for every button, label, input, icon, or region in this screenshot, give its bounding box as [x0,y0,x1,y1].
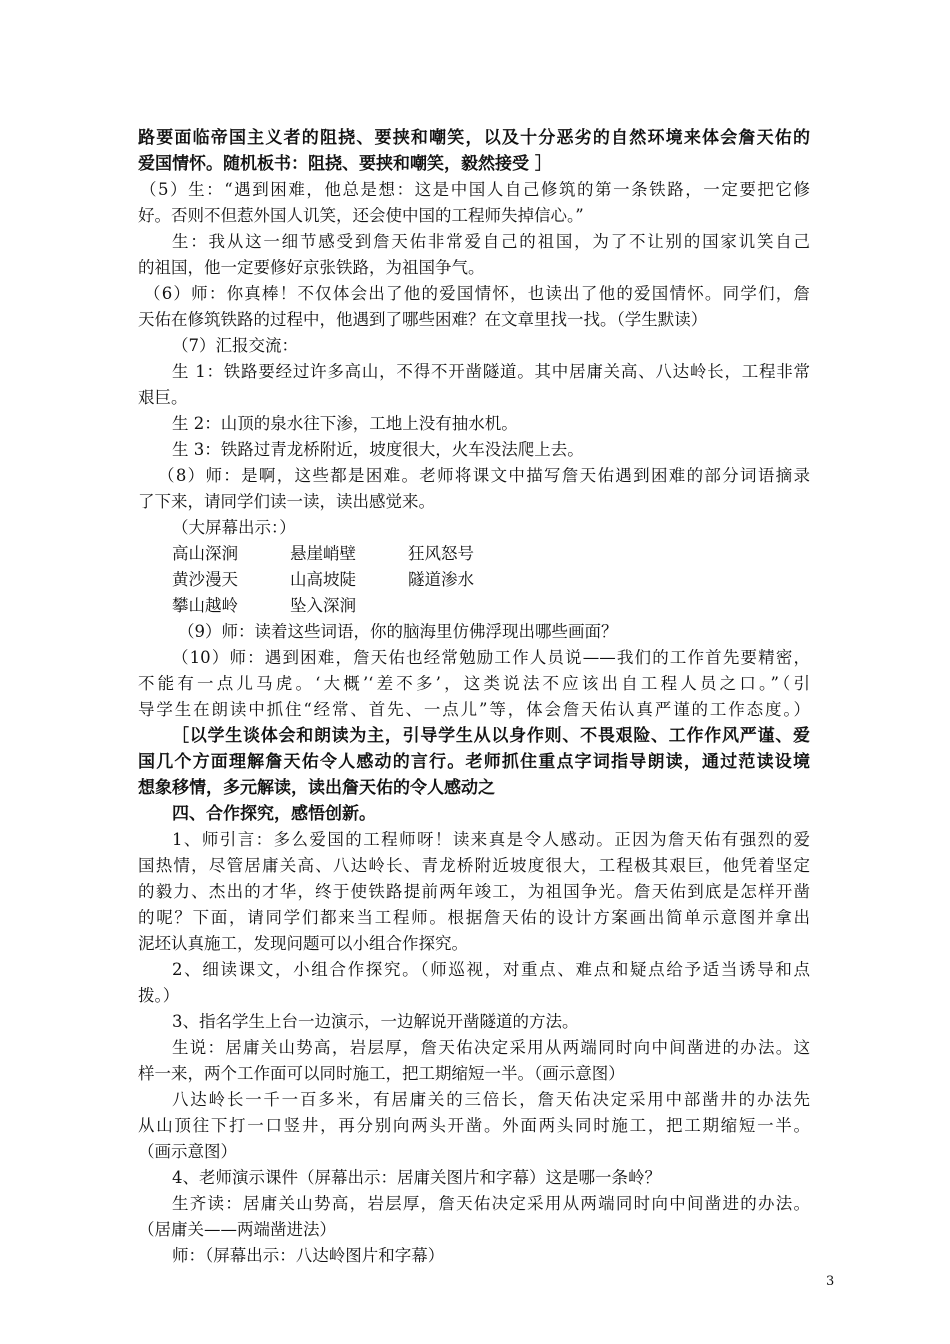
paragraph-line: 的祖国，他一定要修好京张铁路，为祖国争气。 [138,258,485,277]
paragraph-line: （8）师：是啊，这些都是困难。老师将课文中描写詹天佑遇到困难的部分词语摘录 [158,466,810,485]
paragraph-line: 师：（屏幕出示：八达岭图片和字幕） [172,1246,445,1265]
paragraph-line: 好。否则不但惹外国人讥笑，还会使中国的工程师失掉信心。” [138,206,584,225]
page-number: 3 [826,1274,835,1289]
paragraph-line: 生 3：铁路过青龙桥附近，坡度很大，火车没法爬上去。 [172,440,584,459]
paragraph-line: 生说：居庸关山势高，岩层厚，詹天佑决定采用从两端同时向中间凿进的办法。这 [172,1038,810,1057]
word-list-row [172,567,844,593]
paragraph-line: （5）生：“遇到困难，他总是想：这是中国人自己修筑的第一条铁路，一定要把它修 [140,180,810,199]
word-list-row [172,593,844,619]
paragraph-line: 艰巨。 [138,388,188,407]
paragraph-line: 八达岭长一千一百多米，有居庸关的三倍长，詹天佑决定采用中部凿井的办法先 [172,1090,810,1109]
paragraph-line: 的呢？下面，请同学们都来当工程师。根据詹天佑的设计方案画出简单示意图并拿出 [138,908,810,927]
word-item: 狂风怒号 [408,544,474,563]
paragraph-line: 不能有一点儿马虎。‘大概’‘差不多’，这类说法不应该出自工程人员之口。”（引 [138,674,810,693]
paragraph-line: （10）师：遇到困难，詹天佑也经常勉励工作人员说——我们的工作首先要精密， [172,648,810,667]
word-item: 山高坡陡 [290,570,356,589]
paragraph-line: 天佑在修筑铁路的过程中，他遇到了哪些困难？在文章里找一找。（学生默读） [138,310,708,329]
paragraph-line: 国几个方面理解詹天佑令人感动的言行。老师抓住重点字词指导朗读，通过范读设境 [138,752,810,772]
paragraph-line: 样一来，两个工作面可以同时施工，把工期缩短一半。（画示意图） [138,1064,625,1083]
paragraph-line: 导学生在朗读中抓住“经常、首先、一点儿”等，体会詹天佑认真严谨的工作态度。） [138,700,810,719]
paragraph-line: 拨。） [138,986,180,1005]
word-item: 黄沙漫天 [172,570,238,589]
word-item: 高山深涧 [172,544,238,563]
paragraph-line: 路要面临帝国主义者的阻挠、要挟和嘲笑，以及十分恶劣的自然环境来体会詹天佑的 [138,128,810,148]
section-heading: 四、合作探究，感悟创新。 [172,804,376,824]
paragraph-line: 生 2：山顶的泉水往下渗，工地上没有抽水机。 [172,414,518,433]
paragraph-line: （7）汇报交流： [172,336,298,355]
paragraph-line: 1、师引言：多么爱国的工程师呀！读来真是令人感动。正因为詹天佑有强烈的爱 [172,830,810,849]
paragraph-line: 了下来，请同学们读一读，读出感觉来。 [138,492,435,511]
paragraph-line: 想象移情，多元解读，读出詹天佑的令人感动之 [138,778,495,798]
paragraph-line: 2、细读课文，小组合作探究。（师巡视，对重点、难点和疑点给予适当诱导和点 [172,960,810,979]
paragraph-line: （居庸关——两端凿进法） [138,1220,336,1239]
paragraph-line: ［以学生谈体会和朗读为主，引导学生从以身作则、不畏艰险、工作作风严谨、爱 [172,726,810,746]
paragraph-line: （9）师：读着这些词语，你的脑海里仿佛浮现出哪些画面？ [178,622,618,641]
paragraph-line: 生：我从这一细节感受到詹天佑非常爱自己的祖国，为了不让别的国家讥笑自己 [172,232,810,251]
paragraph-line: 生齐读：居庸关山势高，岩层厚，詹天佑决定采用从两端同时向中间凿进的办法。 [172,1194,810,1213]
paragraph-line: 生 1：铁路要经过许多高山，不得不开凿隧道。其中居庸关高、八达岭长，工程非常 [172,362,810,381]
paragraph-line: （大屏幕出示：） [172,518,296,537]
word-list-row [172,541,844,567]
paragraph-line: 3、指名学生上台一边演示，一边解说开凿隧道的方法。 [172,1012,579,1031]
paragraph-line: 国热情，尽管居庸关高、八达岭长、青龙桥附近坡度很大，工程极其艰巨，他凭着坚定 [138,856,810,875]
word-item: 悬崖峭壁 [290,544,356,563]
paragraph-line: 的毅力、杰出的才华，终于使铁路提前两年竣工，为祖国争光。詹天佑到底是怎样开凿 [138,882,810,901]
paragraph-line: （画示意图） [138,1142,237,1161]
paragraph-line: 爱国情怀。随机板书：阻挠、要挟和嘲笑，毅然接受 ］ [138,154,552,174]
paragraph-line: 从山顶往下打一口竖井，再分别向两头开凿。外面两头同时施工，把工期缩短一半。 [138,1116,810,1135]
paragraph-line: （6）师：你真棒！不仅体会出了他的爱国情怀，也读出了他的爱国情怀。同学们，詹 [144,284,810,303]
paragraph-line: 泥坯认真施工，发现问题可以小组合作探究。 [138,934,468,953]
paragraph-line: 4、老师演示课件（屏幕出示：居庸关图片和字幕）这是哪一条岭？ [172,1168,661,1187]
word-item: 坠入深涧 [290,596,356,615]
word-item: 隧道渗水 [408,570,474,589]
word-item: 攀山越岭 [172,596,238,615]
